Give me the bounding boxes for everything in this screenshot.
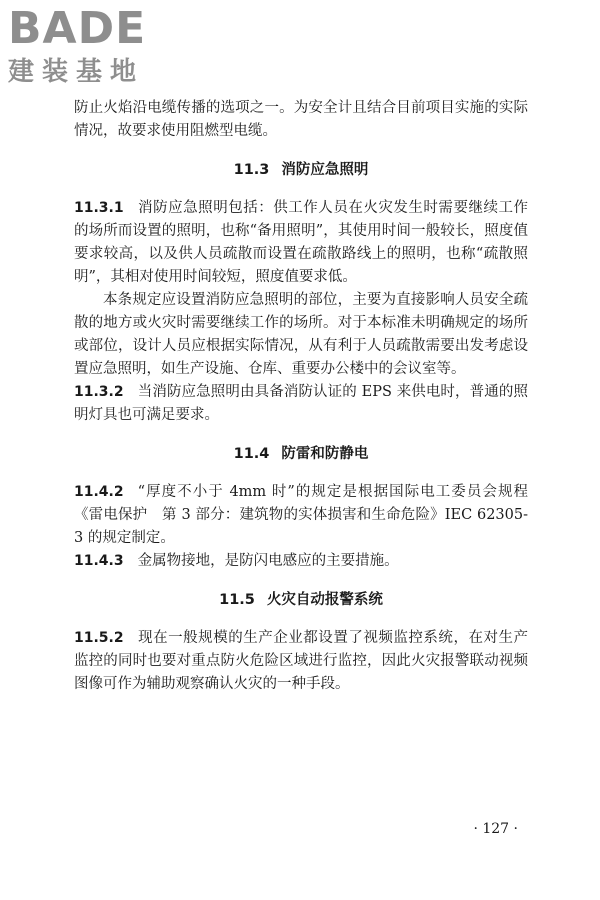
- clause-number: 11.5.2: [74, 630, 124, 646]
- clause-11-4-2: [74, 481, 528, 550]
- logo: [8, 3, 178, 92]
- section-number: 11.4: [233, 446, 270, 462]
- page-body: [74, 97, 528, 696]
- clause-text: “厚度不小于 4mm 时”的规定是根据国际电工委员会规程《雷电保护 第 3 部分：建筑物的实体损害和生命危险》IEC 62305-3 的规定制定。: [74, 484, 528, 546]
- clause-11-3-1: [74, 197, 528, 289]
- section-heading-11-4: [74, 443, 528, 466]
- clause-text: 消防应急照明包括：供工作人员在火灾发生时需要继续工作的场所而设置的照明，也称“备用照明”，其使用时间一般较长，照度值要求较高，以及供人员疏散而设置在疏散路线上的照明，也称“疏散照明”，其相对使用时间较短，照度值要求低。: [74, 200, 528, 285]
- clause-11-3-2: [74, 381, 528, 427]
- section-number: 11.3: [233, 162, 270, 178]
- section-title: 火灾自动报警系统: [266, 592, 383, 608]
- clause-11-5-2: [74, 627, 528, 696]
- paragraph-continued: 防止火焰沿电缆传播的选项之一。为安全计且结合目前项目实施的实际情况，故要求使用阻燃型电缆。: [74, 100, 528, 139]
- section-title: 消防应急照明: [281, 162, 369, 178]
- clause-11-4-3: [74, 550, 528, 573]
- paragraph-explanation: 本条规定应设置消防应急照明的部位，主要为直接影响人员安全疏散的地方或火灾时需要继续工作的场所。对于本标准未明确规定的场所或部位，设计人员应根据实际情况，从有利于人员疏散需要出发考虑设置应急照明，如生产设施、仓库、重要办公楼中的会议室等。: [74, 292, 528, 377]
- clause-number: 11.3.1: [74, 200, 124, 216]
- clause-text: 当消防应急照明由具备消防认证的 EPS 来供电时，普通的照明灯具也可满足要求。: [74, 384, 528, 423]
- logo-wordmark: BADE: [8, 3, 147, 54]
- clause-text: 金属物接地，是防闪电感应的主要措施。: [137, 553, 399, 569]
- page-number: · 127 ·: [473, 821, 518, 837]
- clause-number: 11.4.2: [74, 484, 124, 500]
- logo-subtitle: 建装基地: [8, 57, 145, 87]
- section-heading-11-3: [74, 159, 528, 182]
- section-heading-11-5: [74, 589, 528, 612]
- clause-text: 现在一般规模的生产企业都设置了视频监控系统，在对生产监控的同时也要对重点防火危险区域进行监控，因此火灾报警联动视频图像可作为辅助观察确认火灾的一种手段。: [74, 630, 528, 692]
- section-title: 防雷和防静电: [281, 446, 369, 462]
- clause-number: 11.4.3: [74, 553, 124, 569]
- clause-number: 11.3.2: [74, 384, 124, 400]
- section-number: 11.5: [219, 592, 255, 608]
